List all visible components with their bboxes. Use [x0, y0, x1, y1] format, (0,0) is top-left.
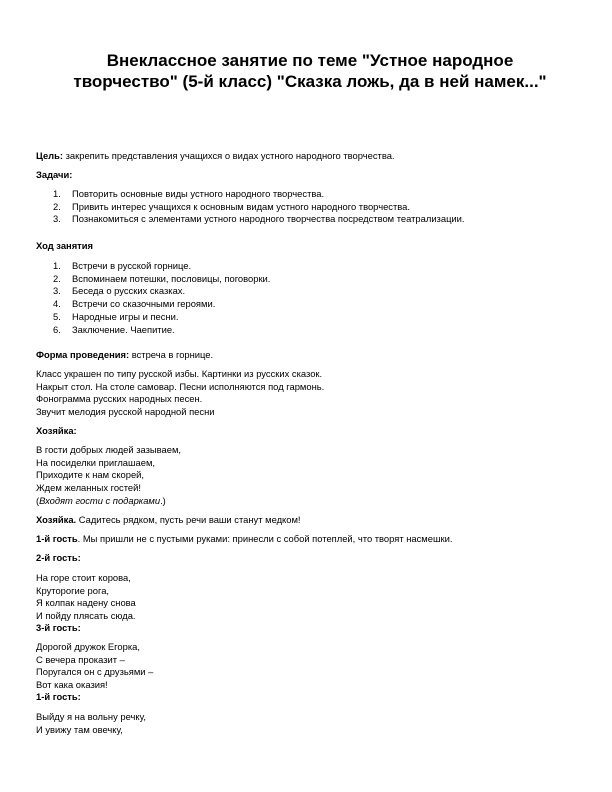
guest1-heading: 1-й гость:: [36, 691, 81, 702]
verse-line: Круторогие рога,: [36, 584, 110, 596]
verse-line: На посиделки приглашаем,: [36, 456, 156, 468]
verse-line: Дорогой дружок Егорка,: [36, 641, 140, 652]
list-item: 1. Повторить основные виды устного народного творчества.: [53, 188, 325, 199]
course-heading: Ход занятия: [36, 240, 93, 251]
form-paragraph: [36, 349, 213, 362]
list-item: 1. Встречи в русской горнице.: [53, 260, 192, 271]
document-title: Внеклассное занятие по теме "Устное народное творчество" (5-й класс) "Сказка ложь, да в ней намек...": [73, 51, 547, 91]
verse-line: И пойду плясать сюда.: [36, 610, 136, 622]
form-label: Форма проведения:: [36, 349, 130, 360]
guest3-heading: 3-й гость:: [36, 622, 81, 633]
setting-line: Накрыт стол. На столе самовар. Песни исполняются под гармонь.: [36, 380, 325, 392]
stage-direction: (Входят гости с подарками.): [36, 494, 166, 506]
guest1-label: 1-й гость: [36, 533, 78, 544]
verse-line: Я колпак надену снова: [36, 597, 136, 609]
setting-line: Звучит мелодия русской народной песни: [36, 406, 215, 418]
guest3-verse: [36, 641, 153, 692]
verse-line: И увижу там овечку,: [36, 723, 123, 735]
list-item: 4. Встречи со сказочными героями.: [53, 298, 216, 310]
list-item: 6. Заключение. Чаепитие.: [53, 323, 175, 335]
verse-line: Приходите к нам скорей,: [36, 469, 145, 481]
hostess-verse: [36, 444, 181, 508]
guest2-heading: 2-й гость:: [36, 552, 81, 563]
guest1-line: 1-й гость. Мы пришли не с пустыми руками: принесли с собой потеплей, что творят насмешки.: [36, 533, 453, 544]
hostess-label: Хозяйка.: [36, 514, 77, 525]
list-item: 2. Вспоминаем потешки, пословицы, поговорки.: [53, 272, 271, 284]
setting-line: Фонограмма русских народных песен.: [36, 393, 203, 405]
verse-line: С вечера проказит –: [36, 653, 125, 665]
verse-line: Поругался он с друзьями –: [36, 666, 154, 678]
verse-line: Вот кака оказия!: [36, 679, 108, 691]
setting-line: Класс украшен по типу русской избы. Картинки из русских сказок.: [36, 368, 323, 379]
list-item: 5. Народные игры и песни.: [53, 310, 179, 322]
list-item: 2. Привить интерес учащихся к основным видам устного народного творчества.: [53, 200, 410, 212]
hostess-heading: Хозяйка:: [36, 425, 77, 436]
verse-line: В гости добрых людей зазываем,: [36, 444, 182, 455]
verse-line: Ждем желанных гостей!: [36, 482, 141, 494]
goal-label: Цель:: [36, 150, 64, 161]
course-list: [36, 260, 270, 336]
tasks-list: [36, 188, 465, 226]
verse-line: Выйду я на вольну речку,: [36, 711, 146, 722]
guest1-verse: [36, 711, 146, 736]
setting-paragraph: [36, 368, 324, 419]
goal-paragraph: [36, 150, 395, 163]
tasks-heading: Задачи:: [36, 169, 73, 180]
hostess-line: Хозяйка. Садитесь рядком, пусть речи ваши станут медком!: [36, 514, 301, 525]
list-item: 3. Беседа о русских сказках.: [53, 285, 186, 297]
verse-line: На горе стоит корова,: [36, 572, 131, 583]
goal-text: закрепить представления учащихся о видах устного народного творчества.: [63, 150, 395, 161]
guest2-verse: [36, 572, 136, 623]
list-item: 3. Познакомиться с элементами устного народного творчества посредством театрализации.: [53, 213, 465, 225]
form-text: встреча в горнице.: [129, 349, 214, 360]
